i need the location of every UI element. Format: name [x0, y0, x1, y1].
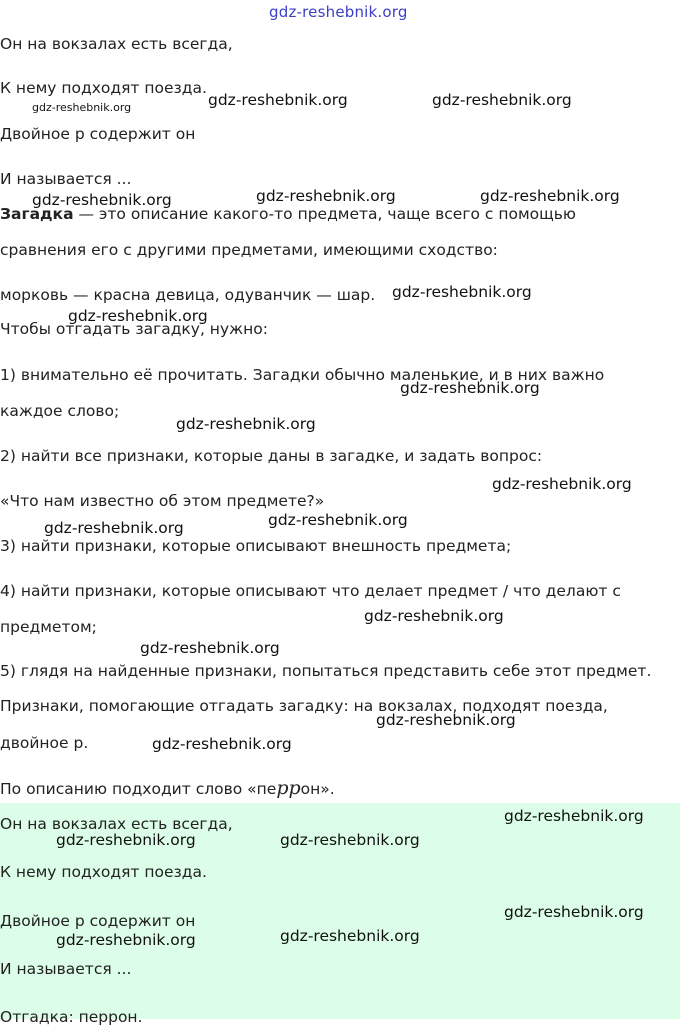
riddle-line-4: И называется ... — [0, 170, 132, 188]
watermark: gdz-reshebnik.org — [480, 187, 620, 205]
watermark: gdz-reshebnik.org — [268, 511, 408, 529]
conclusion-post: он». — [300, 780, 335, 798]
watermark: gdz-reshebnik.org — [504, 807, 644, 825]
watermark: gdz-reshebnik.org — [176, 415, 316, 433]
watermark: gdz-reshebnik.org — [280, 831, 420, 849]
step-1-line-1: 1) внимательно её прочитать. Загадки обычно маленькие, и в них важно — [0, 366, 605, 384]
riddle-line-3: Двойное р содержит он — [0, 125, 196, 143]
step-2-line-1: 2) найти все признаки, которые даны в загадке, и задать вопрос: — [0, 447, 543, 465]
conclusion-pre: По описанию подходит слово «пе — [0, 780, 277, 798]
step-2-line-2: «Что нам известно об этом предмете?» — [0, 492, 325, 510]
signs-line-1: Признаки, помогающие отгадать загадку: на вокзалах, подходят поезда, — [0, 697, 608, 715]
step-4-line-1: 4) найти признаки, которые описывают что делает предмет / что делают с — [0, 582, 621, 600]
watermark: gdz-reshebnik.org — [492, 475, 632, 493]
watermark: gdz-reshebnik.org — [56, 831, 196, 849]
watermark: gdz-reshebnik.org — [256, 187, 396, 205]
answer-line-1: Он на вокзалах есть всегда, — [0, 815, 233, 833]
riddle-line-2: К нему подходят поезда. — [0, 79, 207, 97]
watermark: gdz-reshebnik.org — [280, 927, 420, 945]
watermark: gdz-reshebnik.org — [400, 379, 540, 397]
conclusion-highlight: рр — [276, 777, 301, 799]
watermark: gdz-reshebnik.org — [208, 91, 348, 109]
definition-line-2: сравнения его с другими предметами, имеющими сходство: — [0, 241, 498, 259]
step-1-line-2: каждое слово; — [0, 402, 120, 420]
watermark: gdz-reshebnik.org — [32, 101, 132, 114]
answer-line-5: Отгадка: перрон. — [0, 1008, 143, 1026]
steps-intro: Чтобы отгадать загадку, нужно: — [0, 320, 268, 338]
definition-term: Загадка — [0, 205, 74, 223]
watermark: gdz-reshebnik.org — [504, 903, 644, 921]
step-3: 3) найти признаки, которые описывают внешность предмета; — [0, 537, 512, 555]
watermark: gdz-reshebnik.org — [364, 607, 504, 625]
step-5: 5) глядя на найденные признаки, попытаться представить себе этот предмет. — [0, 662, 652, 680]
watermark: gdz-reshebnik.org — [32, 191, 172, 209]
watermark: gdz-reshebnik.org — [269, 3, 408, 21]
watermark: gdz-reshebnik.org — [376, 711, 516, 729]
answer-line-2: К нему подходят поезда. — [0, 863, 207, 881]
step-4-line-2: предметом; — [0, 618, 97, 636]
riddle-line-1: Он на вокзалах есть всегда, — [0, 35, 233, 53]
conclusion — [0, 778, 335, 799]
watermark: gdz-reshebnik.org — [152, 735, 292, 753]
definition-text: — это описание какого-то предмета, чаще всего с помощью — [73, 205, 576, 223]
watermark: gdz-reshebnik.org — [432, 91, 572, 109]
answer-line-4: И называется ... — [0, 960, 132, 978]
definition-line-3: морковь — красна девица, одуванчик — шар. — [0, 286, 376, 304]
watermark: gdz-reshebnik.org — [68, 307, 208, 325]
watermark: gdz-reshebnik.org — [392, 283, 532, 301]
answer-line-3: Двойное р содержит он — [0, 912, 196, 930]
watermark: gdz-reshebnik.org — [44, 519, 184, 537]
watermark: gdz-reshebnik.org — [56, 931, 196, 949]
watermark: gdz-reshebnik.org — [140, 639, 280, 657]
signs-line-2: двойное р. — [0, 734, 89, 752]
